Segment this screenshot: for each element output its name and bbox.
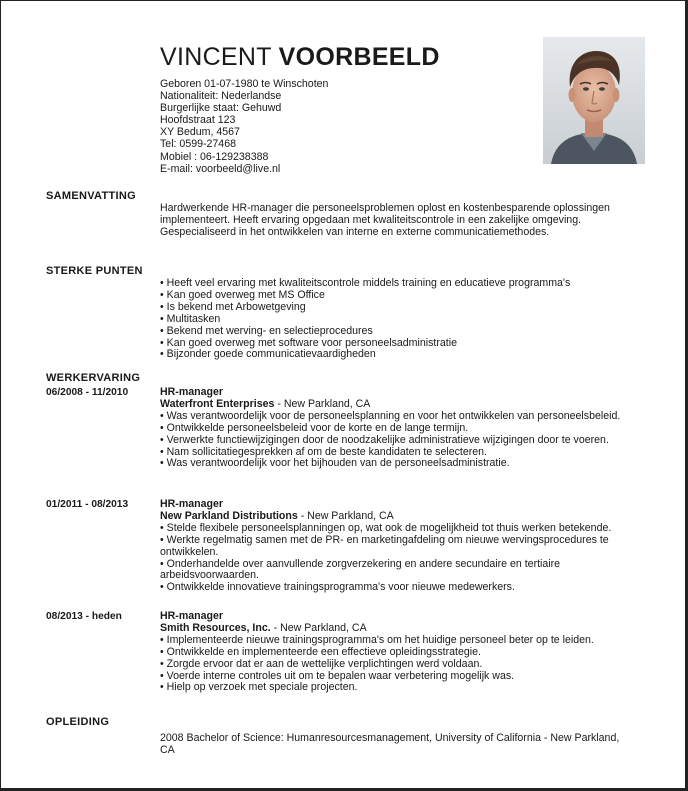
list-item: • Onderhandelde over aanvullende zorgverzekering en andere secundaire en tertiaire arbeidsvoorwaarden. (160, 557, 561, 582)
list-item: • Bekend met werving- en selectieprocedures (160, 324, 373, 337)
job-title: HR-manager (160, 610, 223, 622)
birth-info: Geboren 01-07-1980 te Winschoten (160, 78, 329, 90)
list-item: • Bijzonder goede communicatievaardigheden (160, 348, 376, 361)
street-address: Hoofdstraat 123 (160, 114, 236, 127)
job-location: - New Parkland, CA (297, 509, 394, 522)
summary-heading: SAMENVATTING (46, 190, 136, 202)
job-details (160, 499, 640, 594)
education-heading: OPLEIDING (46, 716, 110, 728)
mobile: Mobiel : 06-129238388 (160, 150, 269, 163)
full-name (160, 43, 530, 71)
list-item: • Heeft veel ervaring met kwaliteitscontrole middels training en educatieve programma's (160, 277, 571, 289)
first-name: VINCENT (160, 43, 272, 71)
job-title: HR-manager (160, 498, 223, 510)
phone: Tel: 0599-27468 (160, 138, 236, 151)
portrait-image (543, 37, 645, 164)
company-name: New Parkland Distributions (160, 509, 298, 522)
list-item: • Verwerkte functiewijzigingen door de noodzakelijke administratieve wijzigingen door te voeren. (160, 433, 609, 446)
contact-info (160, 78, 530, 175)
email: E-mail: voorbeeld@live.nl (160, 162, 281, 175)
list-item: • Was verantwoordelijk voor het bijhouden van de personeelsadministratie. (160, 457, 510, 470)
job-dates: 01/2011 - 08/2013 (46, 499, 129, 510)
list-item: • Hielp op verzoek met speciale projecten. (160, 681, 358, 694)
list-item: • Zorgde ervoor dat er aan de wettelijke verplichtingen werd voldaan. (160, 657, 483, 670)
nationality: Nationaliteit: Nederlandse (160, 90, 282, 103)
list-item: • Was verantwoordelijk voor de personeelsplanning en voor het ontwikkelen van personeelsbeleid. (160, 409, 621, 422)
list-item: • Multitasken (160, 312, 221, 325)
list-item: • Kan goed overweg met MS Office (160, 288, 325, 301)
job-dates: 06/2008 - 11/2010 (46, 387, 129, 398)
list-item: • Ontwikkelde en implementeerde een effectieve opleidingsstrategie. (160, 645, 481, 658)
job-details (160, 387, 640, 470)
list-item: • Nam sollicitatiegesprekken af om de beste kandidaten te selecteren. (160, 445, 487, 458)
resume-header (160, 43, 530, 175)
strengths-list (160, 278, 640, 361)
last-name: VOORBEELD (278, 43, 440, 71)
marital-status: Burgerlijke staat: Gehuwd (160, 102, 282, 115)
list-item: • Kan goed overweg met software voor personeelsadministratie (160, 336, 457, 349)
list-item: • Stelde flexibele personeelsplanningen op, wat ook de mogelijkheid tot thuis werken betekende. (160, 521, 612, 534)
job-location: - New Parkland, CA (274, 397, 371, 410)
education-text: 2008 Bachelor of Science: Humanresourcesmanagement, University of California - New Parkland, CA (160, 732, 620, 756)
profile-photo (543, 37, 645, 164)
list-item: • Ontwikkelde innovatieve trainingsprogramma's voor nieuwe medewerkers. (160, 581, 515, 594)
job-location: - New Parkland, CA (270, 621, 367, 634)
strengths-heading: STERKE PUNTEN (46, 265, 143, 277)
job-title: HR-manager (160, 386, 223, 398)
experience-heading: WERKERVARING (46, 372, 141, 384)
list-item: • Ontwikkelde personeelsbeleid voor de korte en de lange termijn. (160, 421, 469, 434)
job-dates: 08/2013 - heden (46, 611, 122, 622)
list-item: • Voerde interne controles uit om te bepalen waar verbetering mogelijk was. (160, 669, 515, 682)
company-name: Waterfront Enterprises (160, 397, 275, 410)
postal-city: XY Bedum, 4567 (160, 126, 240, 139)
job-details (160, 611, 640, 694)
list-item: • Implementeerde nieuwe trainingsprogramma's om het huidige personeel beter op te leiden. (160, 633, 594, 646)
list-item: • Is bekend met Arbowetgeving (160, 300, 306, 313)
company-name: Smith Resources, Inc. (160, 621, 271, 634)
summary-text: Hardwerkende HR-manager die personeelsproblemen oplost en kostenbesparende oplossingen implementeert. Heeft ervaring opgedaan met kwaliteitscontrole in een zakelijke omgeving. Gespecialiseerd in het ontwikkelen van interne en externe communicatiemethodes. (160, 202, 610, 238)
list-item: • Werkte regelmatig samen met de PR- en marketingafdeling om nieuwe wervingsprocedures te ontwikkelen. (160, 533, 609, 558)
